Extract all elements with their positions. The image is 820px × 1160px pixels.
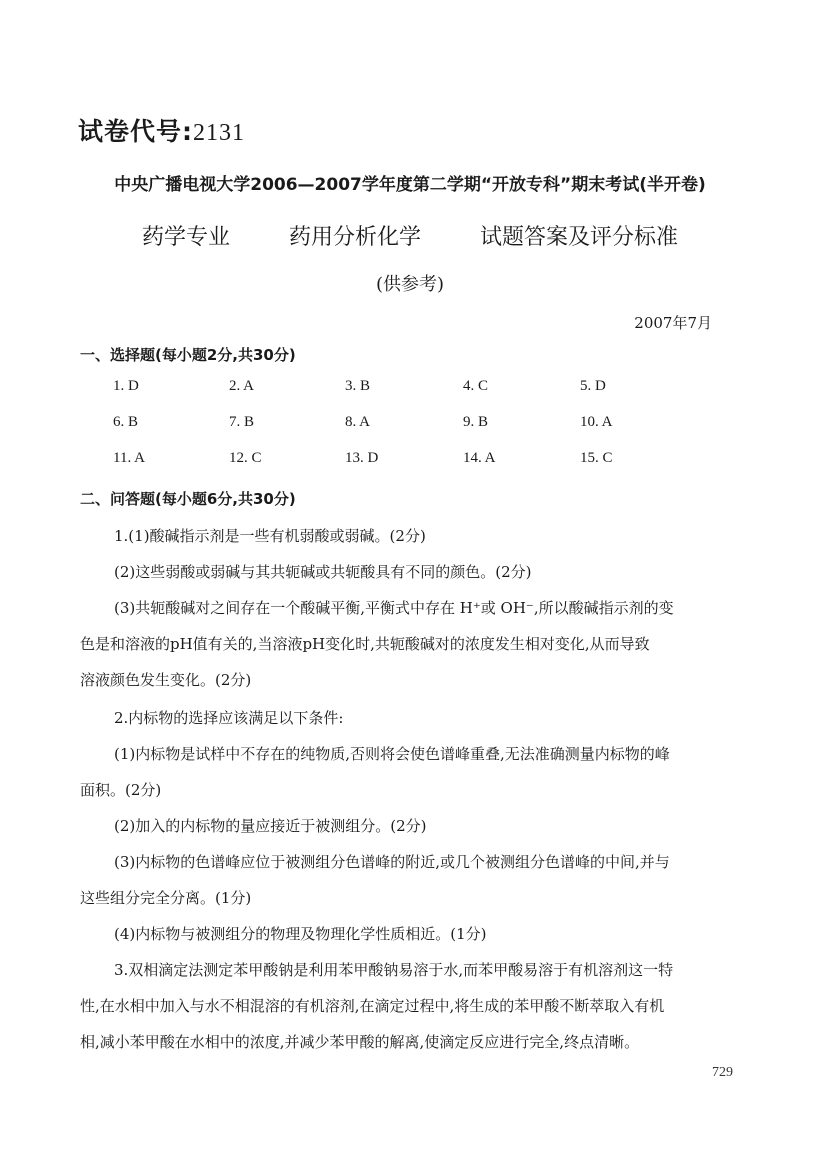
paper-code-number: 2131 [193,120,245,146]
question1-answer [80,518,750,698]
answer-cell: 6. B [113,414,139,430]
q3-line2: 性,在水相中加入与水不相混溶的有机溶剂,在滴定过程中,将生成的苯甲酸不断萃取入有机 [80,997,665,1015]
answer-cell: 5. D [580,378,606,394]
answer-cell: 8. A [345,414,371,430]
q2-intro: 2.内标物的选择应该满足以下条件: [114,709,344,727]
q1-point2: (2)这些弱酸或弱碱与其共轭碱或共轭酸具有不同的颜色。(2分) [114,563,532,581]
paper-code [78,112,245,148]
doc-title-subject: 试题答案及评分标准 [480,225,679,250]
answer-cell: 2. A [229,378,255,394]
answer-cell: 9. B [463,414,489,430]
q1-point3-line3: 溶液颜色发生变化。(2分) [80,671,252,689]
answer-cell: 13. D [345,450,379,466]
question3-answer [80,952,750,1060]
answer-row [113,414,673,450]
answer-cell: 1. D [113,378,139,394]
section1-heading: 一、选择题(每小题2分,共30分) [80,346,296,364]
q1-point3-line1: (3)共轭酸碱对之间存在一个酸碱平衡,平衡式中存在 H⁺或 OH⁻,所以酸碱指示剂的变 [114,599,674,617]
exam-date: 2007年7月 [634,314,712,332]
answer-cell: 3. B [345,378,371,394]
answer-cell: 10. A [580,414,613,430]
page-number: 729 [712,1065,733,1080]
answer-cell: 11. A [113,450,145,466]
answer-cell: 7. B [229,414,255,430]
question2-answer [80,700,750,952]
q2-point3-line1: (3)内标物的色谱峰应位于被测组分色谱峰的附近,或几个被测组分色谱峰的中间,并与 [114,853,670,871]
section2-heading: 二、问答题(每小题6分,共30分) [80,490,296,508]
paper-code-label: 试卷代号: [78,117,193,146]
exam-title: 中央广播电视大学2006—2007学年度第二学期“开放专科”期末考试(半开卷) [114,175,706,195]
q2-point2: (2)加入的内标物的量应接近于被测组分。(2分) [114,817,427,835]
q3-line1: 3.双相滴定法测定苯甲酸钠是利用苯甲酸钠易溶于水,而苯甲酸易溶于有机溶剂这一特 [114,961,674,979]
doc-title-major: 药学专业 [141,225,230,250]
q2-point1-line2: 面积。(2分) [80,781,162,799]
q2-point1-line1: (1)内标物是试样中不存在的纯物质,否则将会使色谱峰重叠,无法准确测量内标物的峰 [114,745,670,763]
q2-point3-line2: 这些组分完全分离。(1分) [80,889,252,907]
choice-answer-grid [113,378,673,486]
answer-row [113,378,673,414]
answer-row [113,450,673,486]
answer-cell: 4. C [463,378,489,394]
q3-line3: 相,减小苯甲酸在水相中的浓度,并减少苯甲酸的解离,使滴定反应进行完全,终点清晰。 [80,1033,640,1051]
q1-point1: 1.(1)酸碱指示剂是一些有机弱酸或弱碱。(2分) [114,527,426,545]
doc-title-course: 药用分析化学 [288,225,421,250]
q1-point3-line2: 色是和溶液的pH值有关的,当溶液pH变化时,共轭酸碱对的浓度发生相对变化,从而导致 [80,635,650,653]
answer-cell: 14. A [463,450,496,466]
q2-point4: (4)内标物与被测组分的物理及物理化学性质相近。(1分) [114,925,487,943]
document-title [0,220,820,251]
answer-cell: 15. C [580,450,613,466]
answer-cell: 12. C [229,450,262,466]
reference-note: (供参考) [375,274,445,295]
